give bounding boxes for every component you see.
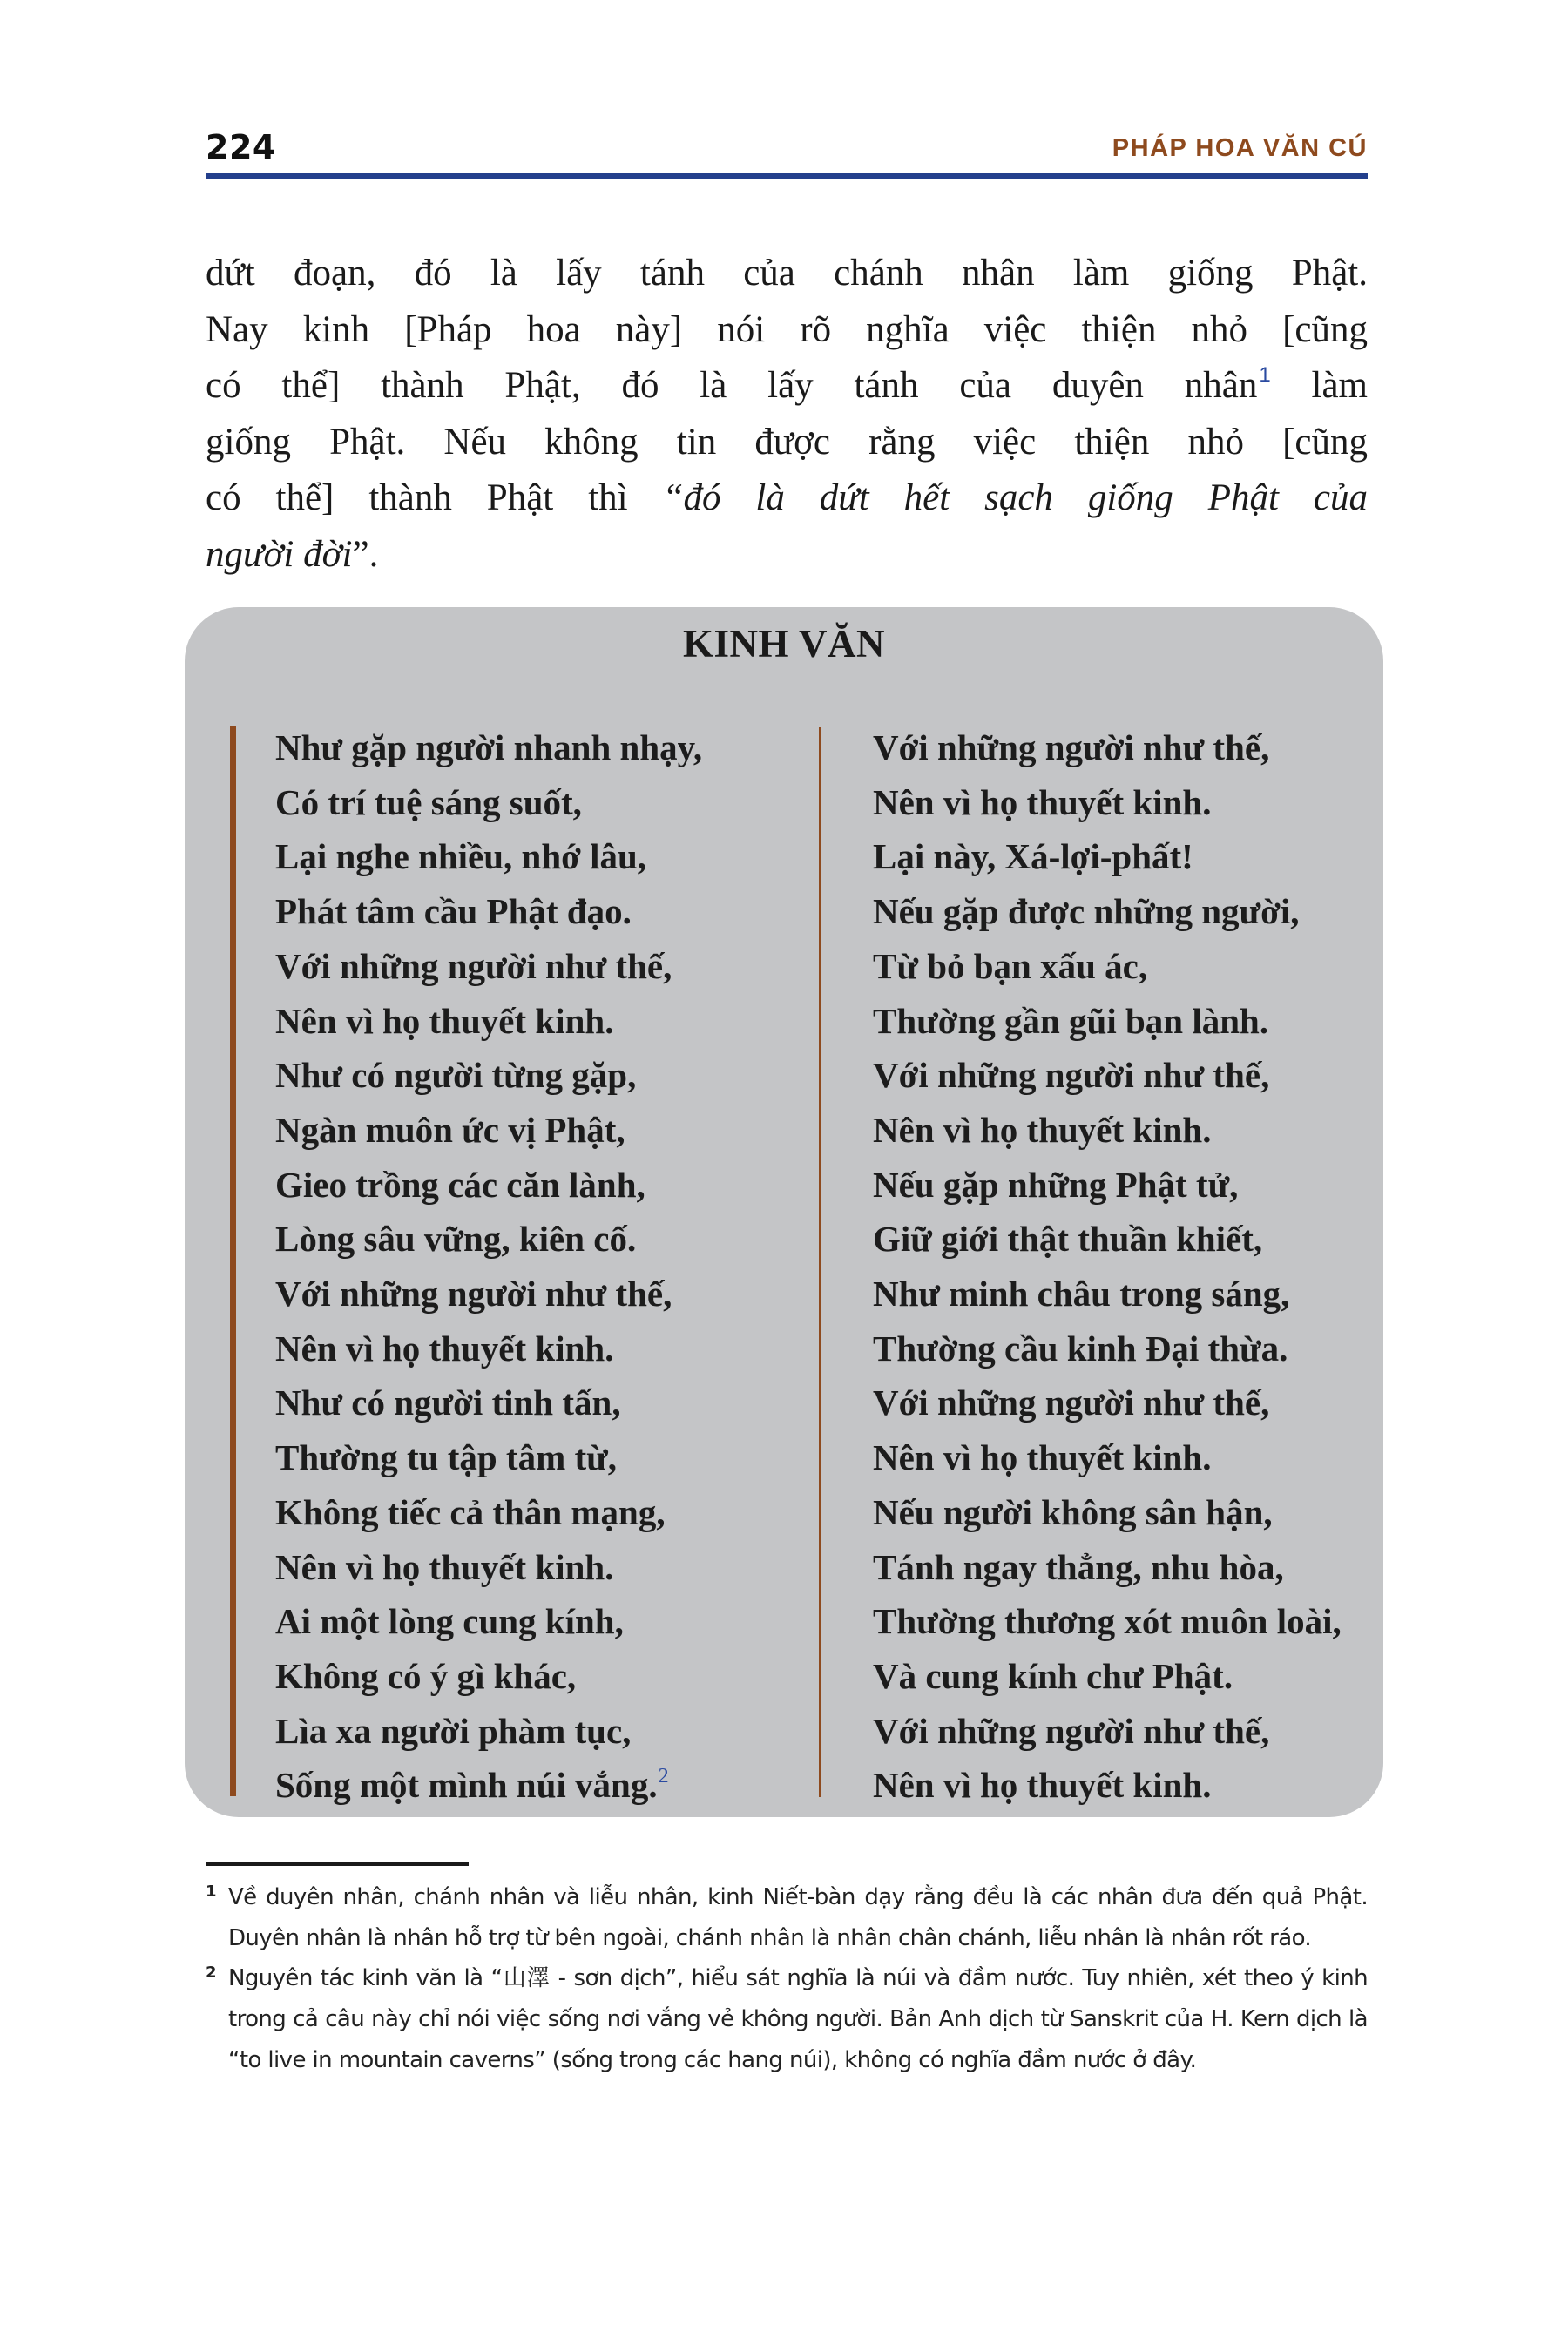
verse-line: Giữ giới thật thuần khiết, [873, 1219, 1263, 1260]
verse-line: Thường cầu kinh Đại thừa. [873, 1328, 1288, 1369]
verse-line: Như minh châu trong sáng, [873, 1274, 1290, 1315]
left-accent-bar [230, 726, 236, 1796]
body-line [206, 470, 1368, 527]
verse-column-right [873, 720, 1342, 1813]
sutra-text-box [185, 607, 1383, 1817]
quotation: “đó là dứt hết sạch giống Phật của [662, 477, 1368, 519]
verse-line: Từ bỏ bạn xấu ác, [873, 945, 1148, 986]
verse-line: Với những người như thế, [275, 1274, 672, 1315]
body-line-text: làm [1270, 365, 1369, 407]
verse-line: Như có người tinh tấn, [275, 1382, 621, 1423]
footnote-1 [206, 1877, 1368, 1958]
verse-line: Nên vì họ thuyết kinh. [873, 1437, 1212, 1478]
body-line: giống Phật. Nếu không tin được rằng việc thiện nhỏ [cũng [206, 421, 1368, 463]
verse-line: Thường tu tập tâm từ, [275, 1437, 617, 1478]
footnote-marker: 1 [206, 1882, 217, 1901]
verse-line: Sống một mình núi vắng.$^2$ [275, 1765, 669, 1806]
verse-line: Nếu gặp những Phật tử, [873, 1164, 1239, 1205]
verse-line: Lại này, Xá-lợi-phất! [873, 836, 1193, 877]
body-line [206, 527, 1368, 584]
verse-line: Ngàn muôn ức vị Phật, [275, 1109, 625, 1150]
body-line [206, 358, 1368, 415]
header-rule [206, 173, 1368, 179]
verse-line: Nếu gặp được những người, [873, 891, 1300, 932]
verse-line: Nên vì họ thuyết kinh. [275, 1000, 614, 1041]
verse-line: Phát tâm cầu Phật đạo. [275, 891, 632, 932]
page-number: 224 [206, 128, 276, 166]
verse-line: Nên vì họ thuyết kinh. [275, 1546, 614, 1587]
verse-line: Ai một lòng cung kính, [275, 1601, 624, 1642]
verse-line: Thường thương xót muôn loài, [873, 1601, 1342, 1642]
verse-line: Không có ý gì khác, [275, 1655, 577, 1696]
verse-line: Lại nghe nhiều, nhớ lâu, [275, 836, 647, 877]
verse-line: Với những người như thế, [275, 945, 672, 986]
footnote-text: Nguyên tác kinh văn là “山澤 - sơn dịch”, hiểu sát nghĩa là núi và đầm nước. Tuy nhiên, xét theo ý kinh trong cả câu này chỉ nói việc sống nơi vắng vẻ không người. Bản Anh dịch từ Sanskrit của H. Kern dịch là “to live in mountain caverns” (sống trong các hang núi), không có nghĩa đầm nước ở đây. [228, 1965, 1368, 2073]
body-line-text: có thể] thành Phật thì [206, 477, 663, 519]
footnote-text: Về duyên nhân, chánh nhân và liễu nhân, kinh Niết-bàn dạy rằng đều là các nhân đưa đến quả Phật. Duyên nhân là nhân hỗ trợ từ bên ngoài, chánh nhân là nhân chân chánh, liễu nhân là nhân rốt ráo. [228, 1884, 1368, 1951]
verse-line: Không tiếc cả thân mạng, [275, 1491, 666, 1532]
footnote-2 [206, 1958, 1368, 2080]
quotation: người đời [206, 533, 353, 575]
verse-line: Lòng sâu vững, kiên cố. [275, 1219, 637, 1260]
verse-line: Nên vì họ thuyết kinh. [873, 1109, 1212, 1150]
verse-line: Với những người như thế, [873, 1055, 1270, 1096]
verse-line: Thường gần gũi bạn lành. [873, 1000, 1269, 1041]
verse-line: Nên vì họ thuyết kinh. [873, 1765, 1212, 1806]
verse-column-left [275, 720, 702, 1813]
verse-line: Và cung kính chư Phật. [873, 1655, 1233, 1696]
sutra-title: KINH VĂN [683, 622, 885, 666]
footnote-rule [206, 1862, 469, 1866]
verse-line: Như gặp người nhanh nhạy, [275, 727, 703, 767]
verse-line: Tánh ngay thẳng, nhu hòa, [873, 1546, 1284, 1587]
footnote-marker: 2 [206, 1963, 217, 1983]
verse-line: Nên vì họ thuyết kinh. [275, 1328, 614, 1369]
footnotes [206, 1877, 1368, 2081]
verse-line: Lìa xa người phàm tục, [275, 1710, 632, 1751]
verse-line: Nên vì họ thuyết kinh. [873, 781, 1212, 822]
column-divider [819, 727, 821, 1797]
verse-line: Gieo trồng các căn lành, [275, 1164, 645, 1205]
verse-line: Có trí tuệ sáng suốt, [275, 781, 582, 822]
verse-line: Nếu người không sân hận, [873, 1491, 1273, 1532]
book-title: PHÁP HOA VĂN CÚ [1112, 134, 1368, 162]
verse-line: Với những người như thế, [873, 1382, 1270, 1423]
body-paragraph [206, 246, 1368, 584]
body-line: Nay kinh [Pháp hoa này] nói rõ nghĩa việc thiện nhỏ [cũng [206, 308, 1368, 350]
verse-line: Như có người từng gặp, [275, 1055, 637, 1096]
running-header [206, 122, 1368, 166]
body-line-text: có thể] thành Phật, đó là lấy tánh của duyên nhân [206, 365, 1258, 407]
verse-line: Với những người như thế, [873, 727, 1270, 767]
body-line: dứt đoạn, đó là lấy tánh của chánh nhân làm giống Phật. [206, 253, 1368, 294]
quote-close: ”. [352, 533, 379, 575]
footnote-ref-2[interactable]: 2 [658, 1765, 669, 1788]
footnote-ref-1[interactable]: 1 [1259, 363, 1271, 388]
verse-line: Với những người như thế, [873, 1710, 1270, 1751]
